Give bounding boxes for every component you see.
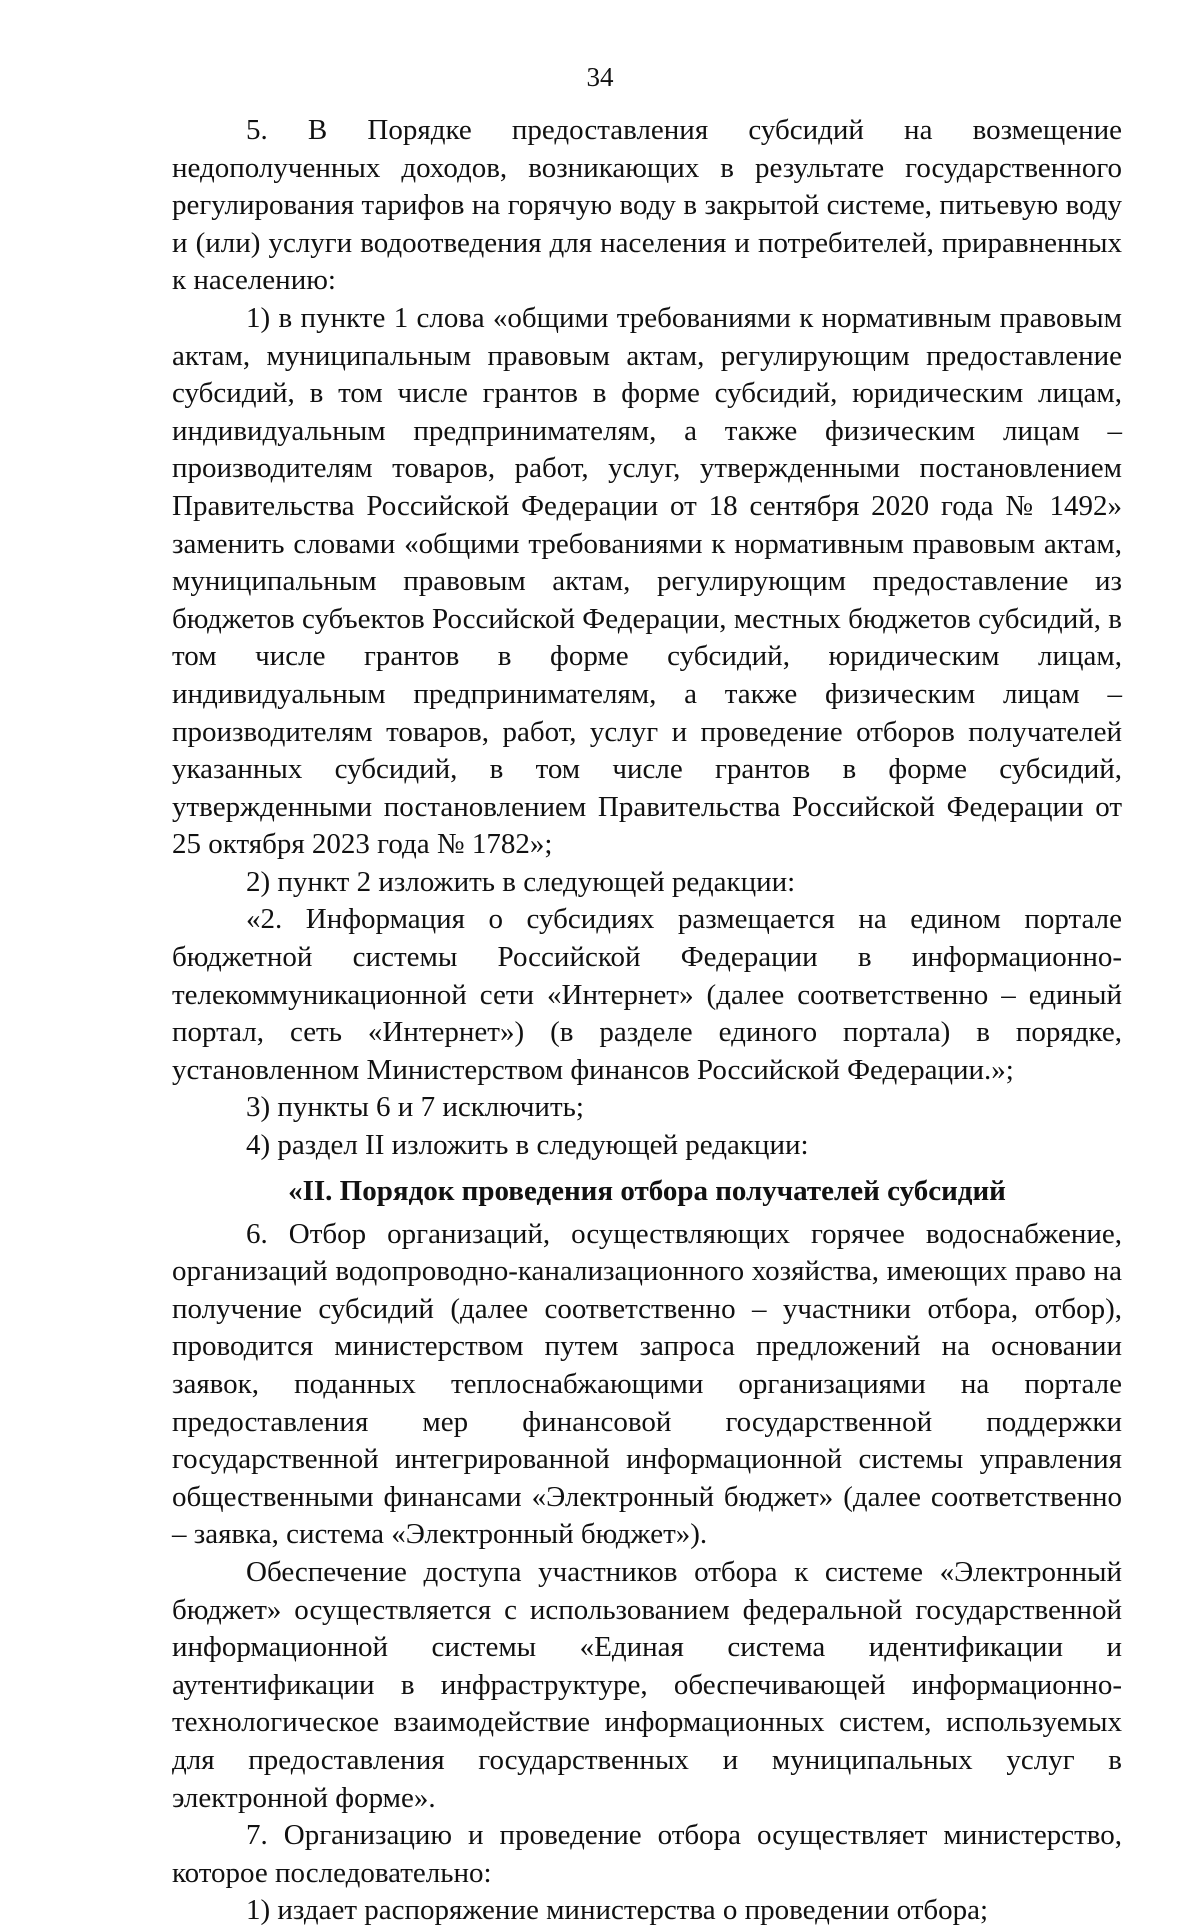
section-heading: «II. Порядок проведения отбора получателей субсидий bbox=[288, 1174, 1006, 1207]
paragraph-subitem-4: 4) раздел II изложить в следующей редакции: bbox=[246, 1129, 809, 1162]
paragraph-subitem-3: 3) пункты 6 и 7 исключить; bbox=[246, 1091, 584, 1124]
paragraph-item-5: 5. В Порядке предоставления субсидий на возмещение недополученных доходов, возникающих в результате государственного регулирования тарифов на горячую воду в закрытой системе, питьевую воду и (или) услуги водоотведения для населения и потребителей, приравненных к населению: bbox=[172, 114, 1122, 297]
paragraph-point-6: 6. Отбор организаций, осуществляющих горячее водоснабжение, организаций водопроводно-канализационного хозяйства, имеющих право на получение субсидий (далее соответственно – участники отбора, отбор), проводится министерством путем запроса предложений на основании заявок, поданных теплоснабжающими организациями на портале предоставления мер финансовой государственной поддержки государственной интегрированной информационной системы управления общественными финансами «Электронный бюджет» (далее соответственно – заявка, система «Электронный бюджет»). bbox=[172, 1217, 1122, 1551]
page-number: 34 bbox=[586, 62, 614, 92]
paragraph-point-7-subitem-1: 1) издает распоряжение министерства о проведении отбора; bbox=[246, 1894, 989, 1927]
document-body bbox=[172, 112, 1122, 1930]
paragraph-access-provision: Обеспечение доступа участников отбора к системе «Электронный бюджет» осуществляется с использованием федеральной государственной информационной системы «Единая система идентификации и аутентификации в инфраструктуре, обеспечивающей информационно-технологическое взаимодействие информационных систем, используемых для предоставления государственных и муниципальных услуг в электронной форме». bbox=[172, 1555, 1122, 1814]
paragraph-subitem-2: 2) пункт 2 изложить в следующей редакции: bbox=[246, 865, 796, 898]
paragraph-point-7: 7. Организацию и проведение отбора осуществляет министерство, которое последовательно: bbox=[172, 1819, 1122, 1889]
paragraph-quoted-point-2: «2. Информация о субсидиях размещается на едином портале бюджетной системы Российской Федерации в информационно-телекоммуникационной сети «Интернет» (далее соответственно – единый портал, сеть «Интернет») (в разделе единого портала) в порядке, установленном Министерством финансов Российской Федерации.»; bbox=[172, 903, 1122, 1086]
paragraph-subitem-1: 1) в пункте 1 слова «общими требованиями к нормативным правовым актам, муниципальным правовым актам, регулирующим предоставление субсидий, в том числе грантов в форме субсидий, юридическим лицам, индивидуальным предпринимателям, а также физическим лицам – производителям товаров, работ, услуг, утвержденными постановлением Правительства Российской Федерации от 18 сентября 2020 года № 1492» заменить словами «общими требованиями к нормативным правовым актам, муниципальным правовым актам, регулирующим предоставление из бюджетов субъектов Российской Федерации, местных бюджетов субсидий, в том числе грантов в форме субсидий, юридическим лицам, индивидуальным предпринимателям, а также физическим лицам – производителям товаров, работ, услуг и проведение отборов получателей указанных субсидий, в том числе грантов в форме субсидий, утвержденными постановлением Правительства Российской Федерации от 25 октября 2023 года № 1782»; bbox=[172, 301, 1122, 861]
